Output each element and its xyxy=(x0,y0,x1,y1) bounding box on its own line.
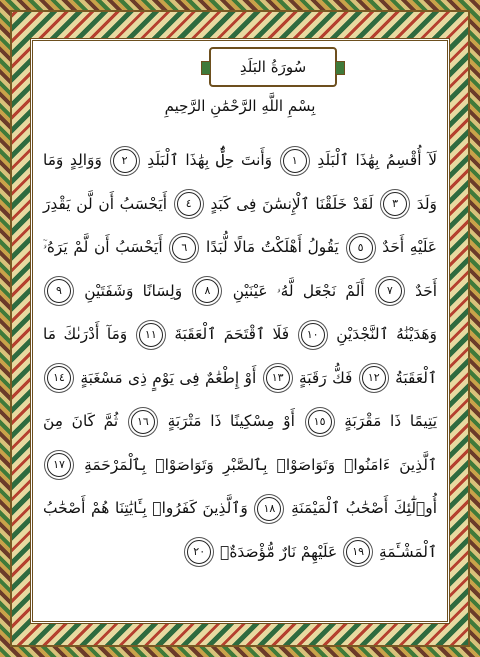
verse-text: وَوَالِدٍ وَمَا وَلَدَ xyxy=(43,151,437,213)
verse-text: أَوْ مِسْكِينًا ذَا مَتْرَبَةٍ xyxy=(167,412,295,430)
verse-text: ثُمَّ كَانَ مِنَ ٱلَّذِينَ ءَامَنُوا۟ وَتَوَاصَوْا۟ بِٱلصَّبْرِ وَتَوَاصَوْا۟ بِٱلْمَرْحَمَةِ xyxy=(43,412,437,474)
ayah-number-marker: ١٦ xyxy=(131,410,155,434)
verse-text: وَلِسَانًا وَشَفَتَيْنِ xyxy=(84,281,183,300)
verse-text: أَيَحْسَبُ أَن لَّمْ يَرَهُۥٓ أَحَدٌ xyxy=(43,238,437,300)
ayah-number-marker: ١٨ xyxy=(257,497,281,521)
ayah-number-marker: ١ xyxy=(283,149,307,173)
ayah-number-marker: ١٧ xyxy=(47,453,71,477)
ayah-number-marker: ٩ xyxy=(47,279,71,303)
verse-text: أَوْ إِطْعَٰمٌ فِى يَوْمٍ ذِى مَسْغَبَةٍ xyxy=(80,368,257,387)
basmala: بِسْمِ اللَّهِ الرَّحْمَٰنِ الرَّحِيمِ xyxy=(164,97,316,115)
ayah-number-marker: ٦ xyxy=(172,236,196,260)
verse-text: أُو۟لَٰٓئِكَ أَصْحَٰبُ ٱلْمَيْمَنَةِ xyxy=(291,499,437,517)
ayah-number-marker: ٨ xyxy=(195,279,219,303)
ayah-number-marker: ٤ xyxy=(177,192,201,216)
verses-body xyxy=(43,139,437,574)
ayah-number-marker: ٥ xyxy=(349,236,373,260)
ayah-number-marker: ٢٠ xyxy=(187,540,211,564)
verse-text: أَلَمْ نَجْعَل لَّهُۥ عَيْنَيْنِ xyxy=(232,281,365,300)
verse-text: أَيَحْسَبُ أَن لَّن يَقْدِرَ عَلَيْهِ أَحَدٌ xyxy=(43,194,437,256)
verse-text: لَقَدْ خَلَقْنَا ٱلْإِنسَٰنَ فِى كَبَدٍ xyxy=(210,194,374,213)
surah-title: سُورَةُ البَلَدِ xyxy=(209,47,337,87)
verse-text: يَتِيمًا ذَا مَقْرَبَةٍ xyxy=(344,412,438,430)
verse-text: وَأَنتَ حِلٌّۢ بِهَٰذَا ٱلْبَلَدِ xyxy=(147,151,273,169)
verse-text: عَلَيْهِمْ نَارٌ مُّؤْصَدَةٌۢ xyxy=(220,542,338,561)
ayah-number-marker: ٧ xyxy=(378,279,402,303)
verse-text: فَكُّ رَقَبَةٍ xyxy=(299,368,353,387)
ayah-number-marker: ١٠ xyxy=(301,323,325,347)
ayah-number-marker: ١٣ xyxy=(266,366,290,390)
ayah-number-marker: ١٤ xyxy=(47,366,71,390)
verse-text: يَقُولُ أَهْلَكْتُ مَالًا لُّبَدًا xyxy=(206,238,339,256)
verse-text: لَآ أُقْسِمُ بِهَٰذَا ٱلْبَلَدِ xyxy=(317,151,437,169)
verse-text: وَهَدَيْنَٰهُ ٱلنَّجْدَيْنِ xyxy=(336,325,437,343)
verse-text: فَلَا ٱقْتَحَمَ ٱلْعَقَبَةَ xyxy=(174,325,290,343)
ayah-number-marker: ١٢ xyxy=(362,366,386,390)
ayah-number-marker: ١٥ xyxy=(308,410,332,434)
ayah-number-marker: ٣ xyxy=(383,192,407,216)
ayah-number-marker: ١١ xyxy=(139,323,163,347)
verse-text: وَٱلَّذِينَ كَفَرُوا۟ بِـَٔايَٰتِنَا هُمْ أَصْحَٰبُ ٱلْمَشْـَٔمَةِ xyxy=(43,499,437,561)
ayah-number-marker: ٢ xyxy=(113,149,137,173)
mushaf-page xyxy=(30,38,450,624)
verse-text: وَمَآ أَدْرَىٰكَ مَا ٱلْعَقَبَةُ xyxy=(43,325,437,387)
ayah-number-marker: ١٩ xyxy=(346,540,370,564)
